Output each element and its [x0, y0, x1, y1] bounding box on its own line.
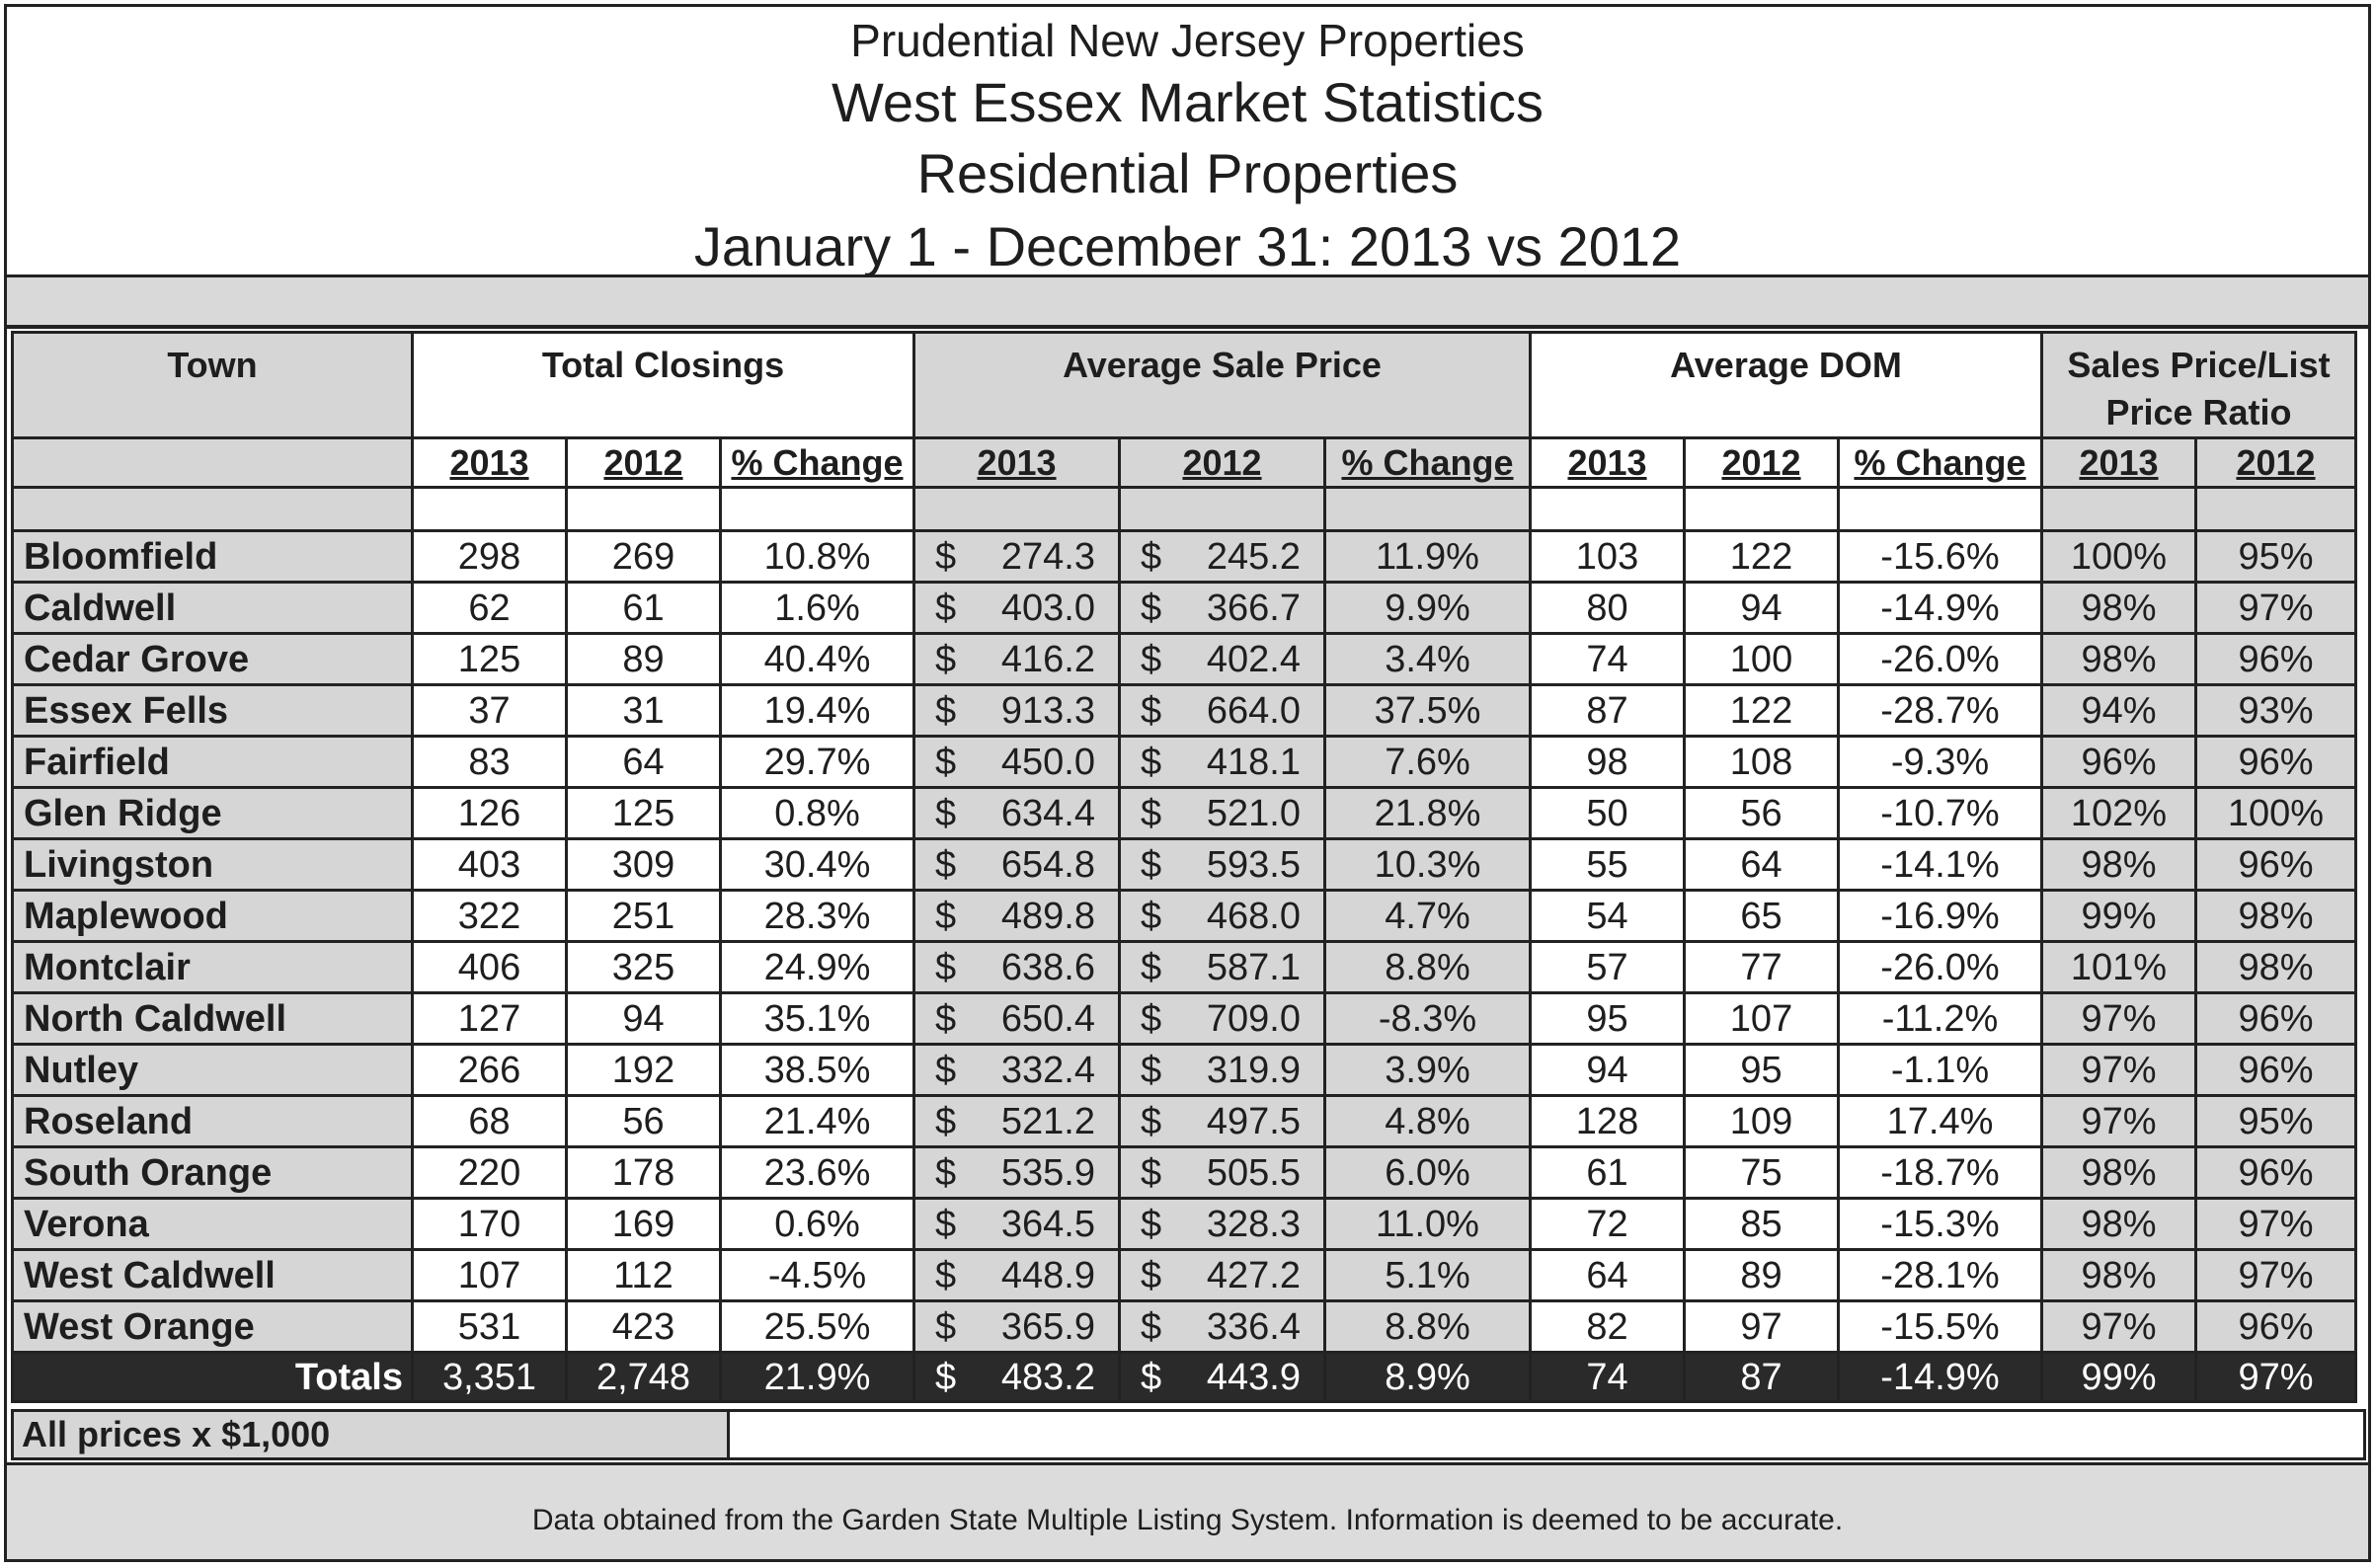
price-2012: $ 319.9 [1120, 1045, 1325, 1096]
closings-2012: 251 [567, 891, 721, 942]
closings-2012: 178 [567, 1147, 721, 1199]
price-pct-change: 11.9% [1325, 531, 1531, 583]
price-2012: $ 468.0 [1120, 891, 1325, 942]
ratio-2013: 94% [2042, 685, 2196, 737]
ratio-2012: 96% [2196, 1301, 2356, 1353]
closings-pct-change: 25.5% [721, 1301, 914, 1353]
town-name: Caldwell [13, 583, 413, 634]
currency-symbol: $ [1141, 1305, 1162, 1348]
closings-2012: 269 [567, 531, 721, 583]
table-row [13, 788, 2356, 839]
closings-2012: 169 [567, 1199, 721, 1250]
totals-label: Totals [13, 1353, 413, 1402]
currency-symbol: $ [1141, 741, 1162, 783]
dom-pct-change: -16.9% [1839, 891, 2042, 942]
closings-pct-change: 35.1% [721, 993, 914, 1045]
dom-2013: 61 [1531, 1147, 1685, 1199]
price-2012: $ 427.2 [1120, 1250, 1325, 1301]
table-row [13, 1199, 2356, 1250]
closings-2012: 64 [567, 737, 721, 788]
ratio-2012: 97% [2196, 1250, 2356, 1301]
price-2013: $ 365.9 [914, 1301, 1120, 1353]
header-total-closings: Total Closings [413, 333, 914, 438]
price-pct-change: -8.3% [1325, 993, 1531, 1045]
note-row [11, 1409, 2366, 1460]
town-name: Livingston [13, 839, 413, 891]
price-2012: $ 709.0 [1120, 993, 1325, 1045]
totals-closings-pct: 21.9% [721, 1353, 914, 1402]
currency-symbol: $ [935, 946, 957, 988]
dom-pct-change: -28.1% [1839, 1250, 2042, 1301]
header-price-2013: 2013 [914, 438, 1120, 488]
ratio-2012: 97% [2196, 1199, 2356, 1250]
currency-symbol: $ [935, 638, 957, 680]
table-row [13, 1096, 2356, 1147]
price-pct-change: 10.3% [1325, 839, 1531, 891]
currency-symbol: $ [935, 587, 957, 629]
dom-pct-change: -26.0% [1839, 942, 2042, 993]
closings-pct-change: 23.6% [721, 1147, 914, 1199]
header-price-ratio-line1: Sales Price/List [2067, 345, 2331, 385]
price-2013: $ 489.8 [914, 891, 1120, 942]
price-2012: $ 402.4 [1120, 634, 1325, 685]
closings-pct-change: 21.4% [721, 1096, 914, 1147]
currency-symbol: $ [1141, 638, 1162, 680]
currency-symbol: $ [935, 1203, 957, 1245]
town-name: Glen Ridge [13, 788, 413, 839]
table-row [13, 942, 2356, 993]
closings-2012: 56 [567, 1096, 721, 1147]
report-title: West Essex Market Statistics [832, 71, 1544, 133]
closings-2013: 37 [413, 685, 567, 737]
closings-2013: 170 [413, 1199, 567, 1250]
dom-2013: 87 [1531, 685, 1685, 737]
totals-price-2013: $ 483.2 [914, 1353, 1120, 1402]
currency-symbol: $ [1141, 1151, 1162, 1194]
header-dom-pct-change: % Change [1839, 438, 2042, 488]
header-price-2012: 2012 [1120, 438, 1325, 488]
totals-row [13, 1353, 2356, 1402]
dom-pct-change: -1.1% [1839, 1045, 2042, 1096]
currency-symbol: $ [1141, 1203, 1162, 1245]
header-price-ratio-line2: Price Ratio [2105, 392, 2292, 432]
closings-2012: 325 [567, 942, 721, 993]
closings-pct-change: 40.4% [721, 634, 914, 685]
dom-2012: 89 [1685, 1250, 1839, 1301]
town-name: Fairfield [13, 737, 413, 788]
table-row [13, 531, 2356, 583]
table-row [13, 891, 2356, 942]
closings-2013: 403 [413, 839, 567, 891]
town-name: South Orange [13, 1147, 413, 1199]
currency-symbol: $ [1141, 587, 1162, 629]
header-dom-2013: 2013 [1531, 438, 1685, 488]
price-2013: $ 650.4 [914, 993, 1120, 1045]
currency-symbol: $ [935, 895, 957, 937]
ratio-2013: 98% [2042, 634, 2196, 685]
closings-pct-change: 0.8% [721, 788, 914, 839]
currency-symbol: $ [935, 1356, 957, 1398]
dom-pct-change: -11.2% [1839, 993, 2042, 1045]
price-2013: $ 535.9 [914, 1147, 1120, 1199]
price-2012: $ 521.0 [1120, 788, 1325, 839]
dom-2012: 122 [1685, 531, 1839, 583]
price-pct-change: 3.4% [1325, 634, 1531, 685]
closings-2013: 531 [413, 1301, 567, 1353]
price-2013: $ 416.2 [914, 634, 1120, 685]
price-2012: $ 593.5 [1120, 839, 1325, 891]
closings-2013: 266 [413, 1045, 567, 1096]
ratio-2012: 95% [2196, 1096, 2356, 1147]
currency-symbol: $ [1141, 946, 1162, 988]
dom-2012: 56 [1685, 788, 1839, 839]
town-name: Verona [13, 1199, 413, 1250]
price-2012: $ 336.4 [1120, 1301, 1325, 1353]
currency-symbol: $ [1141, 1100, 1162, 1142]
report-subtitle: Residential Properties [916, 142, 1459, 204]
price-pct-change: 3.9% [1325, 1045, 1531, 1096]
price-2013: $ 634.4 [914, 788, 1120, 839]
town-name: Nutley [13, 1045, 413, 1096]
dom-2012: 95 [1685, 1045, 1839, 1096]
dom-pct-change: -18.7% [1839, 1147, 2042, 1199]
header-price-pct-change: % Change [1325, 438, 1531, 488]
closings-2013: 125 [413, 634, 567, 685]
closings-2013: 406 [413, 942, 567, 993]
company-name: Prudential New Jersey Properties [850, 15, 1525, 66]
town-name: Maplewood [13, 891, 413, 942]
footer [7, 1462, 2368, 1562]
closings-pct-change: -4.5% [721, 1250, 914, 1301]
ratio-2013: 96% [2042, 737, 2196, 788]
ratio-2012: 98% [2196, 942, 2356, 993]
price-2012: $ 328.3 [1120, 1199, 1325, 1250]
currency-symbol: $ [1141, 689, 1162, 732]
price-2012: $ 664.0 [1120, 685, 1325, 737]
price-pct-change: 9.9% [1325, 583, 1531, 634]
dom-2012: 85 [1685, 1199, 1839, 1250]
closings-2013: 322 [413, 891, 567, 942]
ratio-2012: 96% [2196, 1147, 2356, 1199]
dom-pct-change: -15.5% [1839, 1301, 2042, 1353]
ratio-2013: 97% [2042, 1096, 2196, 1147]
closings-pct-change: 30.4% [721, 839, 914, 891]
price-2013: $ 654.8 [914, 839, 1120, 891]
price-2012: $ 245.2 [1120, 531, 1325, 583]
ratio-2012: 100% [2196, 788, 2356, 839]
closings-2012: 309 [567, 839, 721, 891]
town-name: Essex Fells [13, 685, 413, 737]
currency-symbol: $ [1141, 1049, 1162, 1091]
dom-pct-change: -10.7% [1839, 788, 2042, 839]
header-dom-2012: 2012 [1685, 438, 1839, 488]
price-2012: $ 587.1 [1120, 942, 1325, 993]
table-row [13, 993, 2356, 1045]
dom-pct-change: -14.1% [1839, 839, 2042, 891]
price-pct-change: 7.6% [1325, 737, 1531, 788]
price-2012: $ 497.5 [1120, 1096, 1325, 1147]
closings-2013: 107 [413, 1250, 567, 1301]
closings-2013: 62 [413, 583, 567, 634]
totals-ratio-2013: 99% [2042, 1353, 2196, 1402]
ratio-2012: 96% [2196, 839, 2356, 891]
currency-symbol: $ [935, 1254, 957, 1296]
closings-pct-change: 1.6% [721, 583, 914, 634]
ratio-2013: 98% [2042, 839, 2196, 891]
dom-2013: 55 [1531, 839, 1685, 891]
ratio-2012: 96% [2196, 993, 2356, 1045]
closings-2012: 192 [567, 1045, 721, 1096]
table-row [13, 839, 2356, 891]
currency-symbol: $ [935, 1151, 957, 1194]
closings-2013: 126 [413, 788, 567, 839]
closings-2012: 112 [567, 1250, 721, 1301]
dom-pct-change: -15.6% [1839, 531, 2042, 583]
table-row [13, 1250, 2356, 1301]
dom-2013: 103 [1531, 531, 1685, 583]
ratio-2012: 96% [2196, 634, 2356, 685]
totals-ratio-2012: 97% [2196, 1353, 2356, 1402]
dom-pct-change: 17.4% [1839, 1096, 2042, 1147]
price-pct-change: 4.8% [1325, 1096, 1531, 1147]
dom-2012: 94 [1685, 583, 1839, 634]
price-pct-change: 8.8% [1325, 1301, 1531, 1353]
currency-symbol: $ [935, 792, 957, 834]
table-row [13, 1147, 2356, 1199]
note-blank-cell [730, 1409, 2366, 1460]
header-average-sale-price: Average Sale Price [914, 333, 1531, 438]
price-pct-change: 37.5% [1325, 685, 1531, 737]
town-name: West Orange [13, 1301, 413, 1353]
dom-2013: 128 [1531, 1096, 1685, 1147]
ratio-2013: 98% [2042, 583, 2196, 634]
currency-symbol: $ [935, 1100, 957, 1142]
closings-2013: 127 [413, 993, 567, 1045]
closings-pct-change: 0.6% [721, 1199, 914, 1250]
price-pct-change: 21.8% [1325, 788, 1531, 839]
header-town-blank [13, 438, 413, 488]
dom-2013: 95 [1531, 993, 1685, 1045]
town-name: North Caldwell [13, 993, 413, 1045]
currency-symbol: $ [935, 843, 957, 886]
price-units-note: All prices x $1,000 [11, 1409, 730, 1460]
currency-symbol: $ [935, 689, 957, 732]
ratio-2012: 97% [2196, 583, 2356, 634]
ratio-2012: 95% [2196, 531, 2356, 583]
dom-2012: 75 [1685, 1147, 1839, 1199]
totals-price-2012: $ 443.9 [1120, 1353, 1325, 1402]
header-town: Town [13, 333, 413, 438]
statistics-table [11, 331, 2357, 1403]
price-2013: $ 364.5 [914, 1199, 1120, 1250]
currency-symbol: $ [1141, 843, 1162, 886]
ratio-2012: 98% [2196, 891, 2356, 942]
header-row-groups [13, 333, 2356, 438]
price-pct-change: 11.0% [1325, 1199, 1531, 1250]
closings-2012: 31 [567, 685, 721, 737]
price-pct-change: 5.1% [1325, 1250, 1531, 1301]
ratio-2013: 97% [2042, 993, 2196, 1045]
totals-price-pct: 8.9% [1325, 1353, 1531, 1402]
footer-disclaimer: Data obtained from the Garden State Multiple Listing System. Information is deemed to be accurate. [531, 1504, 1844, 1536]
spacer-row [13, 488, 2356, 531]
dom-2013: 74 [1531, 634, 1685, 685]
price-2013: $ 274.3 [914, 531, 1120, 583]
table-row [13, 737, 2356, 788]
dom-2013: 94 [1531, 1045, 1685, 1096]
price-2013: $ 403.0 [914, 583, 1120, 634]
dom-2012: 97 [1685, 1301, 1839, 1353]
header-row-years [13, 438, 2356, 488]
dom-2013: 57 [1531, 942, 1685, 993]
currency-symbol: $ [1141, 535, 1162, 578]
town-name: Montclair [13, 942, 413, 993]
ratio-2013: 98% [2042, 1147, 2196, 1199]
price-2012: $ 505.5 [1120, 1147, 1325, 1199]
closings-2012: 94 [567, 993, 721, 1045]
dom-2012: 64 [1685, 839, 1839, 891]
closings-pct-change: 10.8% [721, 531, 914, 583]
ratio-2012: 96% [2196, 1045, 2356, 1096]
closings-2012: 125 [567, 788, 721, 839]
price-2013: $ 332.4 [914, 1045, 1120, 1096]
currency-symbol: $ [1141, 792, 1162, 834]
ratio-2013: 97% [2042, 1301, 2196, 1353]
dom-2012: 122 [1685, 685, 1839, 737]
currency-symbol: $ [935, 1049, 957, 1091]
town-name: West Caldwell [13, 1250, 413, 1301]
table-row [13, 1045, 2356, 1096]
dom-2013: 82 [1531, 1301, 1685, 1353]
totals-closings-2013: 3,351 [413, 1353, 567, 1402]
title-block [7, 7, 2368, 277]
header-ratio-2013: 2013 [2042, 438, 2196, 488]
report-period: January 1 - December 31: 2013 vs 2012 [693, 215, 1682, 277]
closings-2012: 89 [567, 634, 721, 685]
currency-symbol: $ [935, 997, 957, 1040]
header-average-dom: Average DOM [1531, 333, 2042, 438]
closings-2012: 61 [567, 583, 721, 634]
closings-pct-change: 38.5% [721, 1045, 914, 1096]
dom-pct-change: -26.0% [1839, 634, 2042, 685]
dom-2013: 64 [1531, 1250, 1685, 1301]
ratio-2013: 100% [2042, 531, 2196, 583]
dom-pct-change: -28.7% [1839, 685, 2042, 737]
dom-2012: 77 [1685, 942, 1839, 993]
ratio-2013: 101% [2042, 942, 2196, 993]
dom-2012: 65 [1685, 891, 1839, 942]
currency-symbol: $ [935, 741, 957, 783]
ratio-2013: 97% [2042, 1045, 2196, 1096]
price-2013: $ 913.3 [914, 685, 1120, 737]
price-2013: $ 450.0 [914, 737, 1120, 788]
currency-symbol: $ [935, 1305, 957, 1348]
town-name: Bloomfield [13, 531, 413, 583]
currency-symbol: $ [935, 535, 957, 578]
town-name: Roseland [13, 1096, 413, 1147]
ratio-2013: 98% [2042, 1250, 2196, 1301]
dom-2013: 54 [1531, 891, 1685, 942]
price-2012: $ 366.7 [1120, 583, 1325, 634]
dom-2013: 80 [1531, 583, 1685, 634]
price-pct-change: 8.8% [1325, 942, 1531, 993]
closings-pct-change: 24.9% [721, 942, 914, 993]
totals-closings-2012: 2,748 [567, 1353, 721, 1402]
dom-2012: 100 [1685, 634, 1839, 685]
ratio-2013: 102% [2042, 788, 2196, 839]
price-2013: $ 448.9 [914, 1250, 1120, 1301]
price-pct-change: 6.0% [1325, 1147, 1531, 1199]
closings-pct-change: 28.3% [721, 891, 914, 942]
ratio-2012: 93% [2196, 685, 2356, 737]
price-pct-change: 4.7% [1325, 891, 1531, 942]
closings-2013: 220 [413, 1147, 567, 1199]
dom-2012: 108 [1685, 737, 1839, 788]
ratio-2013: 98% [2042, 1199, 2196, 1250]
header-closings-2013: 2013 [413, 438, 567, 488]
dom-2013: 98 [1531, 737, 1685, 788]
header-price-ratio [2042, 333, 2356, 438]
market-statistics-sheet [4, 4, 2371, 1562]
closings-2013: 83 [413, 737, 567, 788]
currency-symbol: $ [1141, 895, 1162, 937]
price-2013: $ 638.6 [914, 942, 1120, 993]
dom-pct-change: -14.9% [1839, 583, 2042, 634]
closings-2012: 423 [567, 1301, 721, 1353]
dom-pct-change: -9.3% [1839, 737, 2042, 788]
closings-pct-change: 19.4% [721, 685, 914, 737]
header-ratio-2012: 2012 [2196, 438, 2356, 488]
header-closings-2012: 2012 [567, 438, 721, 488]
dom-2012: 109 [1685, 1096, 1839, 1147]
totals-dom-2012: 87 [1685, 1353, 1839, 1402]
separator-band [7, 277, 2368, 329]
totals-dom-pct: -14.9% [1839, 1353, 2042, 1402]
currency-symbol: $ [1141, 1254, 1162, 1296]
closings-pct-change: 29.7% [721, 737, 914, 788]
dom-2013: 72 [1531, 1199, 1685, 1250]
dom-pct-change: -15.3% [1839, 1199, 2042, 1250]
price-2013: $ 521.2 [914, 1096, 1120, 1147]
dom-2013: 50 [1531, 788, 1685, 839]
closings-2013: 298 [413, 531, 567, 583]
totals-dom-2013: 74 [1531, 1353, 1685, 1402]
ratio-2012: 96% [2196, 737, 2356, 788]
table-row [13, 685, 2356, 737]
ratio-2013: 99% [2042, 891, 2196, 942]
closings-2013: 68 [413, 1096, 567, 1147]
currency-symbol: $ [1141, 997, 1162, 1040]
table-row [13, 583, 2356, 634]
currency-symbol: $ [1141, 1356, 1162, 1398]
price-2012: $ 418.1 [1120, 737, 1325, 788]
dom-2012: 107 [1685, 993, 1839, 1045]
table-row [13, 634, 2356, 685]
table-row [13, 1301, 2356, 1353]
header-closings-pct-change: % Change [721, 438, 914, 488]
town-name: Cedar Grove [13, 634, 413, 685]
